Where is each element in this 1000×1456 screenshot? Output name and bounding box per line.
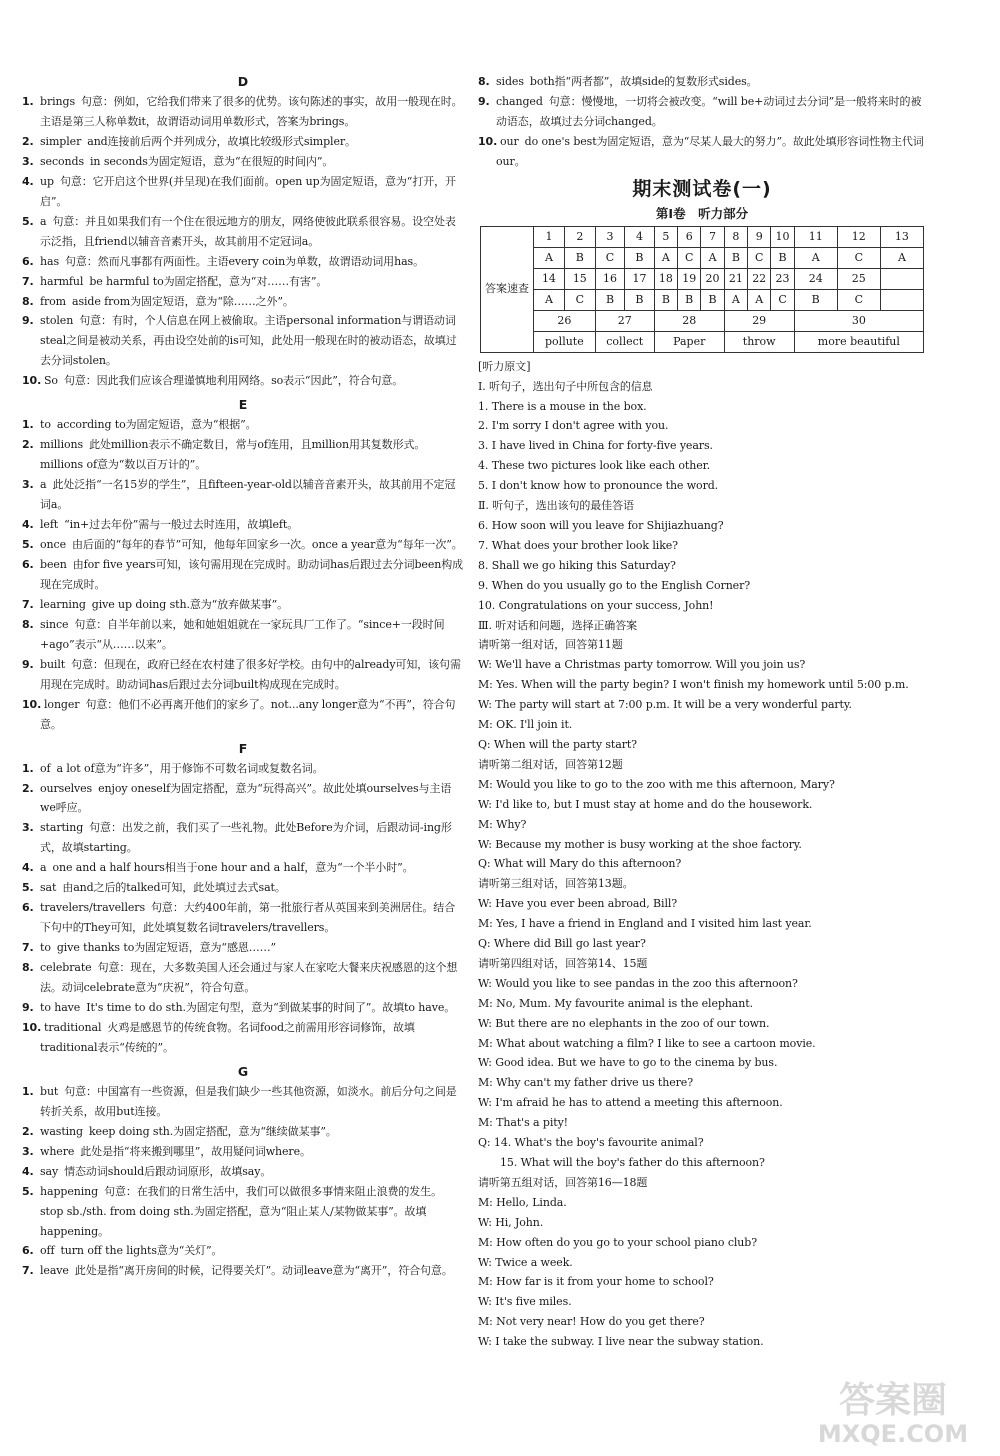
answer-item [22, 858, 464, 878]
answer-item [22, 779, 464, 819]
answer-item [22, 475, 464, 515]
table-cell: 26 [534, 310, 596, 331]
item-number: 5. [22, 881, 34, 895]
item-number: 10. [478, 134, 498, 148]
answer-item [22, 759, 464, 779]
item-answer: changed [496, 94, 543, 108]
answer-item [22, 1241, 464, 1261]
script-line: 请听第三组对话，回答第13题。 [478, 877, 634, 891]
item-answer: has [40, 254, 59, 268]
script-line: Q: What will Mary do this afternoon? [478, 857, 682, 871]
table-cell: 23 [771, 268, 794, 289]
table-cell: A [654, 247, 677, 268]
script-line: W: Twice a week. [478, 1255, 573, 1269]
item-explanation: 句意：中国富有一些资源，但是我们缺少一些其他资源，如淡水。前后分句之间是转折关系，故用but连接。 [40, 1084, 457, 1118]
table-cell: 12 [837, 226, 880, 247]
item-number: 2. [22, 1124, 34, 1138]
item-explanation: 句意：在我们的日常生活中，我们可以做很多事情来阻止浪费的发生。stop sb./sth. from doing sth.为固定搭配，意为“阻止某人/某物做某事”。故填happening。 [40, 1184, 442, 1238]
item-number: 8. [22, 294, 34, 308]
answer-item [22, 435, 464, 475]
item-answer: of [40, 761, 51, 775]
item-answer: built [40, 657, 66, 671]
item-explanation: 句意：大约400年前，第一批旅行者从英国来到美洲居住。结合下句中的They可知，此处填复数名词travelers/travellers。 [40, 901, 456, 935]
table-row [481, 310, 924, 331]
table-cell: 18 [654, 268, 677, 289]
item-number: 3. [22, 1144, 34, 1158]
item-answer: millions [40, 438, 84, 452]
table-cell: Paper [654, 331, 724, 352]
item-answer: a [40, 861, 47, 875]
table-cell: 30 [794, 310, 923, 331]
item-explanation: 此处泛指“一名15岁的学生”，且fifteen-year-old以辅音音素开头，故其前用不定冠词a。 [40, 478, 456, 512]
answer-item [22, 515, 464, 535]
section-head: D [237, 74, 249, 89]
item-number: 9. [22, 314, 34, 328]
item-number: 4. [22, 1164, 34, 1178]
item-explanation: 句意：然而凡事都有两面性。主语every coin为单数，故谓语动词用has。 [65, 254, 424, 268]
answer-item [22, 818, 464, 858]
answer-item [22, 615, 464, 655]
table-cell: 19 [678, 268, 701, 289]
item-answer: leave [40, 1264, 69, 1278]
table-cell: 6 [678, 226, 701, 247]
item-number: 6. [22, 901, 34, 915]
script-line: Ⅲ. 听对话和问题，选择正确答案 [478, 618, 638, 632]
watermark-logo [798, 1372, 988, 1450]
item-explanation: 火鸡是感恩节的传统食物。名词food之前需用形容词修饰，故填traditional表示“传统的”。 [40, 1020, 415, 1054]
item-number: 5. [22, 538, 34, 552]
table-cell-empty [880, 289, 923, 310]
item-explanation: in seconds为固定短语，意为“在很短的时间内”。 [90, 154, 334, 168]
answer-item [22, 1162, 464, 1182]
script-line: W: I take the subway. I live near the subway station. [478, 1335, 764, 1349]
table-cell: 25 [837, 268, 880, 289]
item-explanation: turn off the lights意为“关灯”。 [60, 1244, 223, 1258]
section-head: G [237, 1063, 249, 1079]
item-answer: seconds [40, 154, 85, 168]
table-cell: A [534, 247, 565, 268]
item-number: 6. [22, 1244, 34, 1258]
answer-item [22, 938, 464, 958]
item-number: 1. [22, 418, 34, 432]
table-cell: B [678, 289, 701, 310]
table-row [481, 289, 924, 310]
script-line: W: Because my mother is busy working at the shoe factory. [478, 837, 802, 851]
script-line: 请听第二组对话，回答第12题 [478, 757, 623, 771]
table-row [481, 226, 924, 247]
script-line: 请听第一组对话，回答第11题 [478, 638, 623, 652]
table-cell: 7 [701, 226, 724, 247]
section-head: F [238, 740, 248, 756]
item-answer: happening [40, 1184, 99, 1198]
listening-script-header: [听力原文] [478, 359, 531, 373]
table-cell: A [701, 247, 724, 268]
table-cell: 13 [880, 226, 923, 247]
answer-item [22, 535, 464, 555]
table-cell: B [654, 289, 677, 310]
table-cell: C [837, 247, 880, 268]
item-answer: celebrate [40, 961, 92, 975]
script-line: Q: Where did Bill go last year? [478, 937, 646, 951]
script-line: W: The party will start at 7:00 p.m. It will be a very wonderful party. [478, 698, 852, 712]
script-line: W: Would you like to see pandas in the zoo this afternoon? [478, 976, 798, 990]
item-answer: traditional [44, 1020, 102, 1034]
item-answer: our [500, 134, 519, 148]
item-number: 6. [22, 254, 34, 268]
answer-item [22, 152, 464, 172]
item-number: 3. [22, 478, 34, 492]
script-line: 3. I have lived in China for forty-five years. [478, 439, 713, 453]
script-line: Q: 14. What's the boy's favourite animal? [478, 1136, 704, 1150]
item-explanation: 句意：慢慢地，一切将会被改变。“will be+动词过去分词”是一般将来时的被动语态，故填过去分词changed。 [496, 94, 922, 128]
table-cell: throw [724, 331, 794, 352]
table-cell: 8 [724, 226, 747, 247]
answer-item [478, 92, 926, 132]
table-cell: B [625, 289, 655, 310]
item-explanation: be harmful to为固定搭配，意为“对……有害”。 [89, 274, 328, 288]
item-answer: stolen [40, 314, 74, 328]
item-explanation: 情态动词should后跟动词原形，故填say。 [64, 1164, 272, 1178]
item-number: 10. [22, 697, 42, 711]
script-line: 10. Congratulations on your success, John! [478, 598, 714, 612]
item-explanation: 由后面的“每年的春节”可知，他每年回家乡一次。once a year意为“每年一次”。 [71, 538, 463, 552]
item-explanation: according to为固定短语，意为“根据”。 [56, 418, 257, 432]
item-answer: So [44, 374, 58, 388]
item-explanation: 由for five years可知，该句需用现在完成时。助动词has后跟过去分词been构成现在完成时。 [40, 557, 464, 591]
table-cell: A [880, 247, 923, 268]
item-number: 6. [22, 557, 34, 571]
item-explanation: 句意：自半年前以来，她和她姐姐就在一家玩具厂工作了。“since+一段时间+ago”表示“从……以来”。 [40, 617, 445, 651]
item-number: 7. [22, 597, 34, 611]
item-answer: where [40, 1144, 75, 1158]
script-line: W: Have you ever been abroad, Bill? [478, 897, 678, 911]
item-number: 2. [22, 438, 34, 452]
item-explanation: give thanks to为固定短语，意为“感恩……” [56, 941, 277, 955]
item-number: 4. [22, 174, 34, 188]
table-cell: 29 [724, 310, 794, 331]
item-answer: to have [40, 1000, 81, 1014]
answer-item [22, 555, 464, 595]
table-cell: C [771, 289, 794, 310]
item-answer: learning [40, 597, 86, 611]
item-number: 4. [22, 861, 34, 875]
answer-item [22, 1261, 464, 1281]
table-row [481, 331, 924, 352]
answer-item [22, 252, 464, 272]
table-cell: B [771, 247, 794, 268]
item-explanation: 句意：有时，个人信息在网上被偷取。主语personal information与谓语动词steal之间是被动关系，再由设空处前的is可知，此处用一般现在时的被动语态，故填过去分词stolen。 [40, 314, 457, 368]
answer-item [22, 1082, 464, 1122]
answer-item [22, 1182, 464, 1242]
item-explanation: It's time to do sth.为固定句型，意为“到做某事的时间了”。故填to have。 [86, 1000, 456, 1014]
table-cell: B [595, 289, 624, 310]
script-line: Q: When will the party start? [478, 737, 637, 751]
answer-item [22, 212, 464, 252]
item-answer: starting [40, 821, 84, 835]
item-number: 9. [22, 657, 34, 671]
item-answer: travelers/travellers [40, 901, 146, 915]
script-line: W: Hi, John. [478, 1215, 544, 1229]
table-cell: 27 [595, 310, 654, 331]
script-line: M: Hello, Linda. [478, 1195, 567, 1209]
script-line: 2. I'm sorry I don't agree with you. [478, 419, 669, 433]
item-answer: a [40, 478, 47, 492]
right-column [478, 72, 926, 1352]
script-line: 1. There is a mouse in the box. [478, 399, 647, 413]
answer-item [22, 898, 464, 938]
script-line: 8. Shall we go hiking this Saturday? [478, 558, 676, 572]
item-explanation: 此处是指“将来搬到哪里”，故用疑问词where。 [80, 1144, 311, 1158]
answer-item [22, 655, 464, 695]
table-cell: C [564, 289, 595, 310]
item-number: 4. [22, 518, 34, 532]
table-cell: 1 [534, 226, 565, 247]
item-answer: longer [44, 697, 80, 711]
script-line: Ⅱ. 听句子，选出该句的最佳答语 [478, 499, 634, 513]
listening-script [478, 377, 926, 1352]
item-number: 1. [22, 95, 34, 108]
script-line: M: Would you like to go to the zoo with me this afternoon, Mary? [478, 777, 835, 791]
item-explanation: 句意：它开启这个世界(并呈现)在我们面前。open up为固定短语，意为“打开，开启”。 [40, 174, 456, 208]
item-number: 5. [22, 1184, 34, 1198]
exam-title: 期末测试卷(一) [632, 177, 772, 200]
table-row [481, 247, 924, 268]
answer-item [22, 92, 464, 132]
item-answer: to [40, 941, 51, 955]
item-number: 9. [22, 1000, 34, 1014]
table-cell: 28 [654, 310, 724, 331]
item-explanation: a lot of意为“许多”，用于修饰不可数名词或复数名词。 [56, 761, 324, 775]
script-line: M: How often do you go to your school piano club? [478, 1235, 758, 1249]
item-number: 8. [478, 75, 490, 88]
script-line: M: Not very near! How do you get there? [478, 1315, 705, 1329]
table-cell: B [564, 247, 595, 268]
item-number: 5. [22, 214, 34, 228]
table-cell: 16 [595, 268, 624, 289]
item-answer: off [40, 1244, 55, 1258]
section-subtitle: 第Ⅰ卷 听力部分 [655, 205, 749, 221]
script-line: M: That's a pity! [478, 1116, 569, 1130]
table-cell: 3 [595, 226, 624, 247]
script-line: 4. These two pictures look like each other. [478, 459, 710, 473]
item-answer: harmful [40, 274, 84, 288]
table-cell: collect [595, 331, 654, 352]
item-explanation: 句意：并且如果我们有一个住在很远地方的朋友，网络使彼此联系很容易。设空处表示泛指，且friend以辅音音素开头，故其前用不定冠词a。 [40, 214, 456, 248]
item-answer: left [40, 518, 59, 532]
answer-item [22, 998, 464, 1018]
script-line: 7. What does your brother look like? [478, 538, 678, 552]
item-answer: ourselves [40, 781, 93, 795]
script-line: M: How far is it from your home to school? [478, 1275, 714, 1289]
answer-item [22, 172, 464, 212]
answer-item [22, 695, 464, 735]
table-cell: C [748, 247, 771, 268]
table-cell: A [748, 289, 771, 310]
item-answer: sat [40, 881, 57, 895]
table-row [481, 268, 924, 289]
table-cell: more beautiful [794, 331, 923, 352]
left-column [22, 72, 464, 1281]
item-explanation: “in+过去年份”需与一般过去时连用，故填left。 [64, 518, 299, 532]
answer-quick-check-table [480, 226, 924, 353]
item-number: 3. [22, 154, 34, 168]
script-line: W: I'm afraid he has to attend a meeting this afternoon. [478, 1096, 783, 1110]
item-answer: a [40, 214, 47, 228]
script-line: 15. What will the boy's father do this afternoon? [500, 1156, 765, 1170]
item-answer: simpler [40, 134, 82, 148]
answer-item [478, 132, 926, 172]
item-number: 1. [22, 761, 34, 775]
item-answer: once [40, 538, 66, 552]
item-answer: say [40, 1164, 59, 1178]
table-cell: A [724, 289, 747, 310]
answer-item [22, 958, 464, 998]
table-cell: 答案速查 [481, 226, 534, 352]
item-number: 10. [22, 374, 42, 388]
item-number: 1. [22, 1084, 34, 1098]
answer-item [22, 595, 464, 615]
script-line: W: Good idea. But we have to go to the cinema by bus. [478, 1056, 778, 1070]
item-explanation: do one's best为固定短语，意为“尽某人最大的努力”。故此处填形容词性物主代词our。 [496, 134, 924, 168]
item-number: 3. [22, 821, 34, 835]
table-cell: 20 [701, 268, 724, 289]
table-cell: C [595, 247, 624, 268]
item-answer: to [40, 418, 51, 432]
table-cell: B [625, 247, 655, 268]
item-explanation: enjoy oneself为固定搭配，意为“玩得高兴”。故此处填ourselves与主语we呼应。 [40, 781, 452, 815]
item-explanation: keep doing sth.为固定搭配，意为“继续做某事”。 [88, 1124, 337, 1138]
table-cell: A [534, 289, 565, 310]
item-number: 10. [22, 1020, 42, 1034]
item-explanation: 句意：但现在，政府已经在农村建了很多好学校。由句中的already可知，该句需用现在完成时。助动词has后跟过去分词built构成现在完成时。 [40, 657, 461, 691]
script-line: 5. I don't know how to pronounce the word. [478, 479, 719, 493]
table-cell: B [701, 289, 724, 310]
answer-item [22, 272, 464, 292]
answer-item [22, 292, 464, 312]
table-cell: 22 [748, 268, 771, 289]
item-number: 7. [22, 274, 34, 288]
table-cell: 2 [564, 226, 595, 247]
item-number: 8. [22, 617, 34, 631]
item-explanation: 此处是指“离开房间的时候，记得要关灯”。动词leave意为“离开”，符合句意。 [74, 1264, 453, 1278]
item-explanation: aside from为固定短语，意为“除……之外”。 [71, 294, 294, 308]
script-line: M: Yes, I have a friend in England and I visited him last year. [478, 917, 812, 931]
answer-item [22, 371, 464, 391]
item-answer: brings [40, 95, 75, 108]
item-explanation: 句意：现在，大多数美国人还会通过与家人在家吃大餐来庆祝感恩的这个想法。动词celebrate意为“庆祝”，符合句意。 [40, 961, 458, 995]
table-cell: A [794, 247, 837, 268]
table-cell: 5 [654, 226, 677, 247]
item-explanation: 句意：他们不必再离开他们的家乡了。not...any longer意为“不再”，符合句意。 [40, 697, 456, 731]
item-answer: been [40, 557, 67, 571]
item-number: 8. [22, 961, 34, 975]
table-cell: 4 [625, 226, 655, 247]
table-cell: 21 [724, 268, 747, 289]
answer-list-continued [478, 72, 926, 172]
answer-item [22, 1018, 464, 1058]
answer-item [22, 1122, 464, 1142]
item-answer: but [40, 1084, 59, 1098]
item-answer: up [40, 174, 54, 188]
script-line: 9. When do you usually go to the English Corner? [478, 578, 751, 592]
script-line: M: Why? [478, 817, 527, 831]
item-explanation: 由and之后的talked可知，此处填过去式sat。 [62, 881, 286, 895]
script-line: W: It's five miles. [478, 1295, 572, 1309]
table-cell: 17 [625, 268, 655, 289]
table-cell: 14 [534, 268, 565, 289]
item-answer: from [40, 294, 66, 308]
script-line: 请听第五组对话，回答第16—18题 [478, 1175, 648, 1189]
item-explanation: 句意：例如，它给我们带来了很多的优势。该句陈述的事实，故用一般现在时。主语是第三人称单数it，故谓语动词用单数形式，答案为brings。 [40, 95, 463, 128]
table-cell: 9 [748, 226, 771, 247]
item-number: 2. [22, 134, 34, 148]
script-line: M: No, Mum. My favourite animal is the elephant. [478, 996, 753, 1010]
answer-item [22, 132, 464, 152]
item-number: 7. [22, 941, 34, 955]
table-cell: 10 [771, 226, 794, 247]
item-number: 9. [478, 94, 490, 108]
table-cell: pollute [534, 331, 596, 352]
item-explanation: both指“两者都”，故填side的复数形式sides。 [529, 75, 758, 88]
item-explanation: 此处million表示不确定数目，常与of连用，且million用其复数形式。millions of意为“数以百万计的”。 [40, 438, 426, 472]
answer-item [22, 415, 464, 435]
item-answer: since [40, 617, 69, 631]
script-line: M: Yes. When will the party begin? I won't finish my homework until 5:00 p.m. [478, 678, 909, 692]
script-line: M: Why can't my father drive us there? [478, 1076, 693, 1090]
item-answer: wasting [40, 1124, 83, 1138]
item-explanation: give up doing sth.意为“放弃做某事”。 [91, 597, 289, 611]
item-explanation: and连接前后两个并列成分，故填比较级形式simpler。 [87, 134, 356, 148]
table-cell: B [724, 247, 747, 268]
table-cell: 15 [564, 268, 595, 289]
table-cell-empty [880, 268, 923, 289]
table-cell: C [678, 247, 701, 268]
watermark-top: 答案圈 [838, 1380, 948, 1421]
item-answer: sides [496, 75, 524, 88]
item-explanation: 句意：出发之前，我们买了一些礼物。此处Before为介词，后跟动词-ing形式，故填starting。 [40, 821, 452, 855]
script-line: W: I'd like to, but I must stay at home and do the housework. [478, 797, 813, 811]
item-number: 2. [22, 781, 34, 795]
script-line: 请听第四组对话，回答第14、15题 [478, 956, 648, 970]
script-line: Ⅰ. 听句子，选出句子中所包含的信息 [478, 379, 653, 393]
script-line: 6. How soon will you leave for Shijiazhuang? [478, 519, 724, 533]
item-number: 7. [22, 1264, 34, 1278]
table-cell: C [837, 289, 880, 310]
table-cell: B [794, 289, 837, 310]
answer-item [22, 878, 464, 898]
answer-item [22, 1142, 464, 1162]
table-cell: 24 [794, 268, 837, 289]
script-line: M: What about watching a film? I like to see a cartoon movie. [478, 1036, 816, 1050]
script-line: W: We'll have a Christmas party tomorrow. Will you join us? [478, 658, 806, 672]
watermark-bottom: MXQE.COM [817, 1420, 969, 1448]
answer-item [22, 311, 464, 371]
table-cell: 11 [794, 226, 837, 247]
item-explanation: 句意：因此我们应该合理谨慎地利用网络。so表示“因此”，符合句意。 [63, 374, 404, 388]
script-line: W: But there are no elephants in the zoo of our town. [478, 1016, 770, 1030]
item-explanation: one and a half hours相当于one hour and a half，意为“一个半小时”。 [52, 861, 414, 875]
script-line: M: OK. I'll join it. [478, 718, 573, 732]
section-head: E [238, 397, 248, 413]
answer-item [478, 72, 926, 92]
